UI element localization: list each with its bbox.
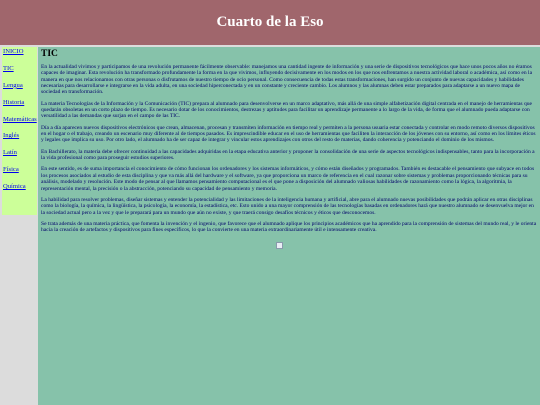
paragraph: En este sentido, es de suma importancia el conocimiento de cómo funcionan los ordenadores y los sistemas informáticos, y cómo están diseñados y programados. También es destacable el pensamiento que subyace en todos los procesos asociados al estudio de esta disciplina y que va más allá del hardware y el software, ya que proporciona un marco de referencia en el cual razonar sobre sistemas y problemas proporcionando técnicas para su análisis, modelado y resolución. Este modo de pensar al que llamamos pensamiento computacional es el que pone a disposición del alumnado valiosas habilidades de razonamiento como la lógica, la algoritmia, la representación mental, la precisión o la abstracción, potenciando su capacidad de pensamiento y memoria. bbox=[41, 166, 535, 192]
page-title: Cuarto de la Eso bbox=[216, 14, 324, 30]
broken-image-icon bbox=[276, 242, 283, 249]
nav-link-matematicas[interactable]: Matemáticas bbox=[3, 115, 37, 123]
section-title: TIC bbox=[41, 49, 58, 59]
nav-link-ingles[interactable]: Inglés bbox=[3, 132, 20, 140]
nav-link-fisica[interactable]: Física bbox=[3, 166, 19, 174]
nav-link-inicio[interactable]: INICIO bbox=[3, 48, 24, 55]
page-header bbox=[0, 0, 540, 45]
nav-link-quimica[interactable]: Química bbox=[3, 183, 26, 191]
sidebar-nav bbox=[2, 47, 37, 215]
paragraph: En Bachillerato, la materia debe ofrecer continuidad a las capacidades adquiridas en la etapa educativa anterior y proponer la consolidación de una serie de aspectos tecnológicos indispensables, tanto para la incorporación a la vida profesional como para proseguir estudios superiores. bbox=[41, 148, 535, 162]
paragraph: En la actualidad vivimos y participamos de una revolución permanente fácilmente observable: manejamos una cantidad ingente de información y una serie de dispositivos tecnológicos que hace unos pocos años no éramos capaces de imaginar. Esta revolución ha transformado profundamente la forma en la que vivimos, influyendo decisivamente en los modos en los que nos enfrentamos a nuestra actividad laboral o académica, así como en la manera en que nos relacionamos con otras personas o disfrutamos de nuestro tiempo de ocio personal. Como consecuencia de todas estas transformaciones, han surgido un conjunto de nuevas capacidades y habilidades necesarias para desarrollarse e integrarse en la vida adulta, en una sociedad hiperconectada y en un constante y creciente cambio. Los alumnos y las alumnas deben estar preparados para adaptarse a un nuevo mapa de sociedad en transformación. bbox=[41, 64, 533, 96]
paragraph: La habilidad para resolver problemas, diseñar sistemas y entender la potencialidad y las limitaciones de la inteligencia humana y artificial, abre para el alumnado nuevas posibilidades que podrán aplicar en otras disciplinas como la biología, la química, la lingüística, la psicología, la economía, la estadística, etc. Esto unido a una mayor comprensión de las tecnologías basadas en ordenadores hará que nuestro alumnado se desenvuelva mejor en la sociedad actual pero a la vez y que le preparará para un mundo que aún no existe, y que traerá consigo desafíos técnicos y éticos que desconocemos. bbox=[41, 196, 534, 216]
nav-link-tic[interactable]: TIC bbox=[3, 64, 14, 72]
paragraph: La materia Tecnologías de la Información y la Comunicación (TIC) prepara al alumnado para desenvolverse en un marco adaptativo, más allá de una simple alfabetización digital centrada en el manejo de herramientas que quedarán obsoletas en un corto plazo de tiempo. Es necesario dotar de los conocimientos, destrezas y aptitudes para facilitar un aprendizaje permanente a lo largo de la vida, de forma que el alumnado pueda adaptarse con versatilidad a las demandas que surjan en el campo de las TIC. bbox=[41, 100, 532, 120]
nav-link-lengua[interactable]: Lengua bbox=[3, 81, 23, 89]
nav-link-latin[interactable]: Latín bbox=[3, 149, 17, 157]
paragraph: Día a día aparecen nuevos dispositivos electrónicos que crean, almacenan, procesan y transmiten información en tiempo real y permiten a la persona usuaria estar conectada y controlar en modo remoto diversos dispositivos en el hogar o el trabajo, creando un escenario muy diferente al de tiempos pasados. Es imprescindible educar en el uso de herramientas que faciliten la interacción de los jóvenes con su entorno, así como en los límites éticos y legales que implica su uso. Por otro lado, el alumnado ha de ser capaz de integrar y vincular estos aprendizajes con otros del resto de materias, dando coherencia y potenciando el dominio de los mismos. bbox=[41, 124, 536, 144]
paragraph: Se trata además de una materia práctica, que fomenta la invención y el ingenio, que favorece que el alumnado aplique los principios académicos que ha aprendido para la comprensión de sistemas del mundo real, y le orienta hacia la creación de artefactos y dispositivos para fines específicos, lo que la convierte en una materia extraordinariamente útil e intensamente creativa. bbox=[41, 220, 537, 234]
main-content bbox=[38, 47, 540, 405]
nav-link-historia[interactable]: Historia bbox=[3, 98, 25, 106]
